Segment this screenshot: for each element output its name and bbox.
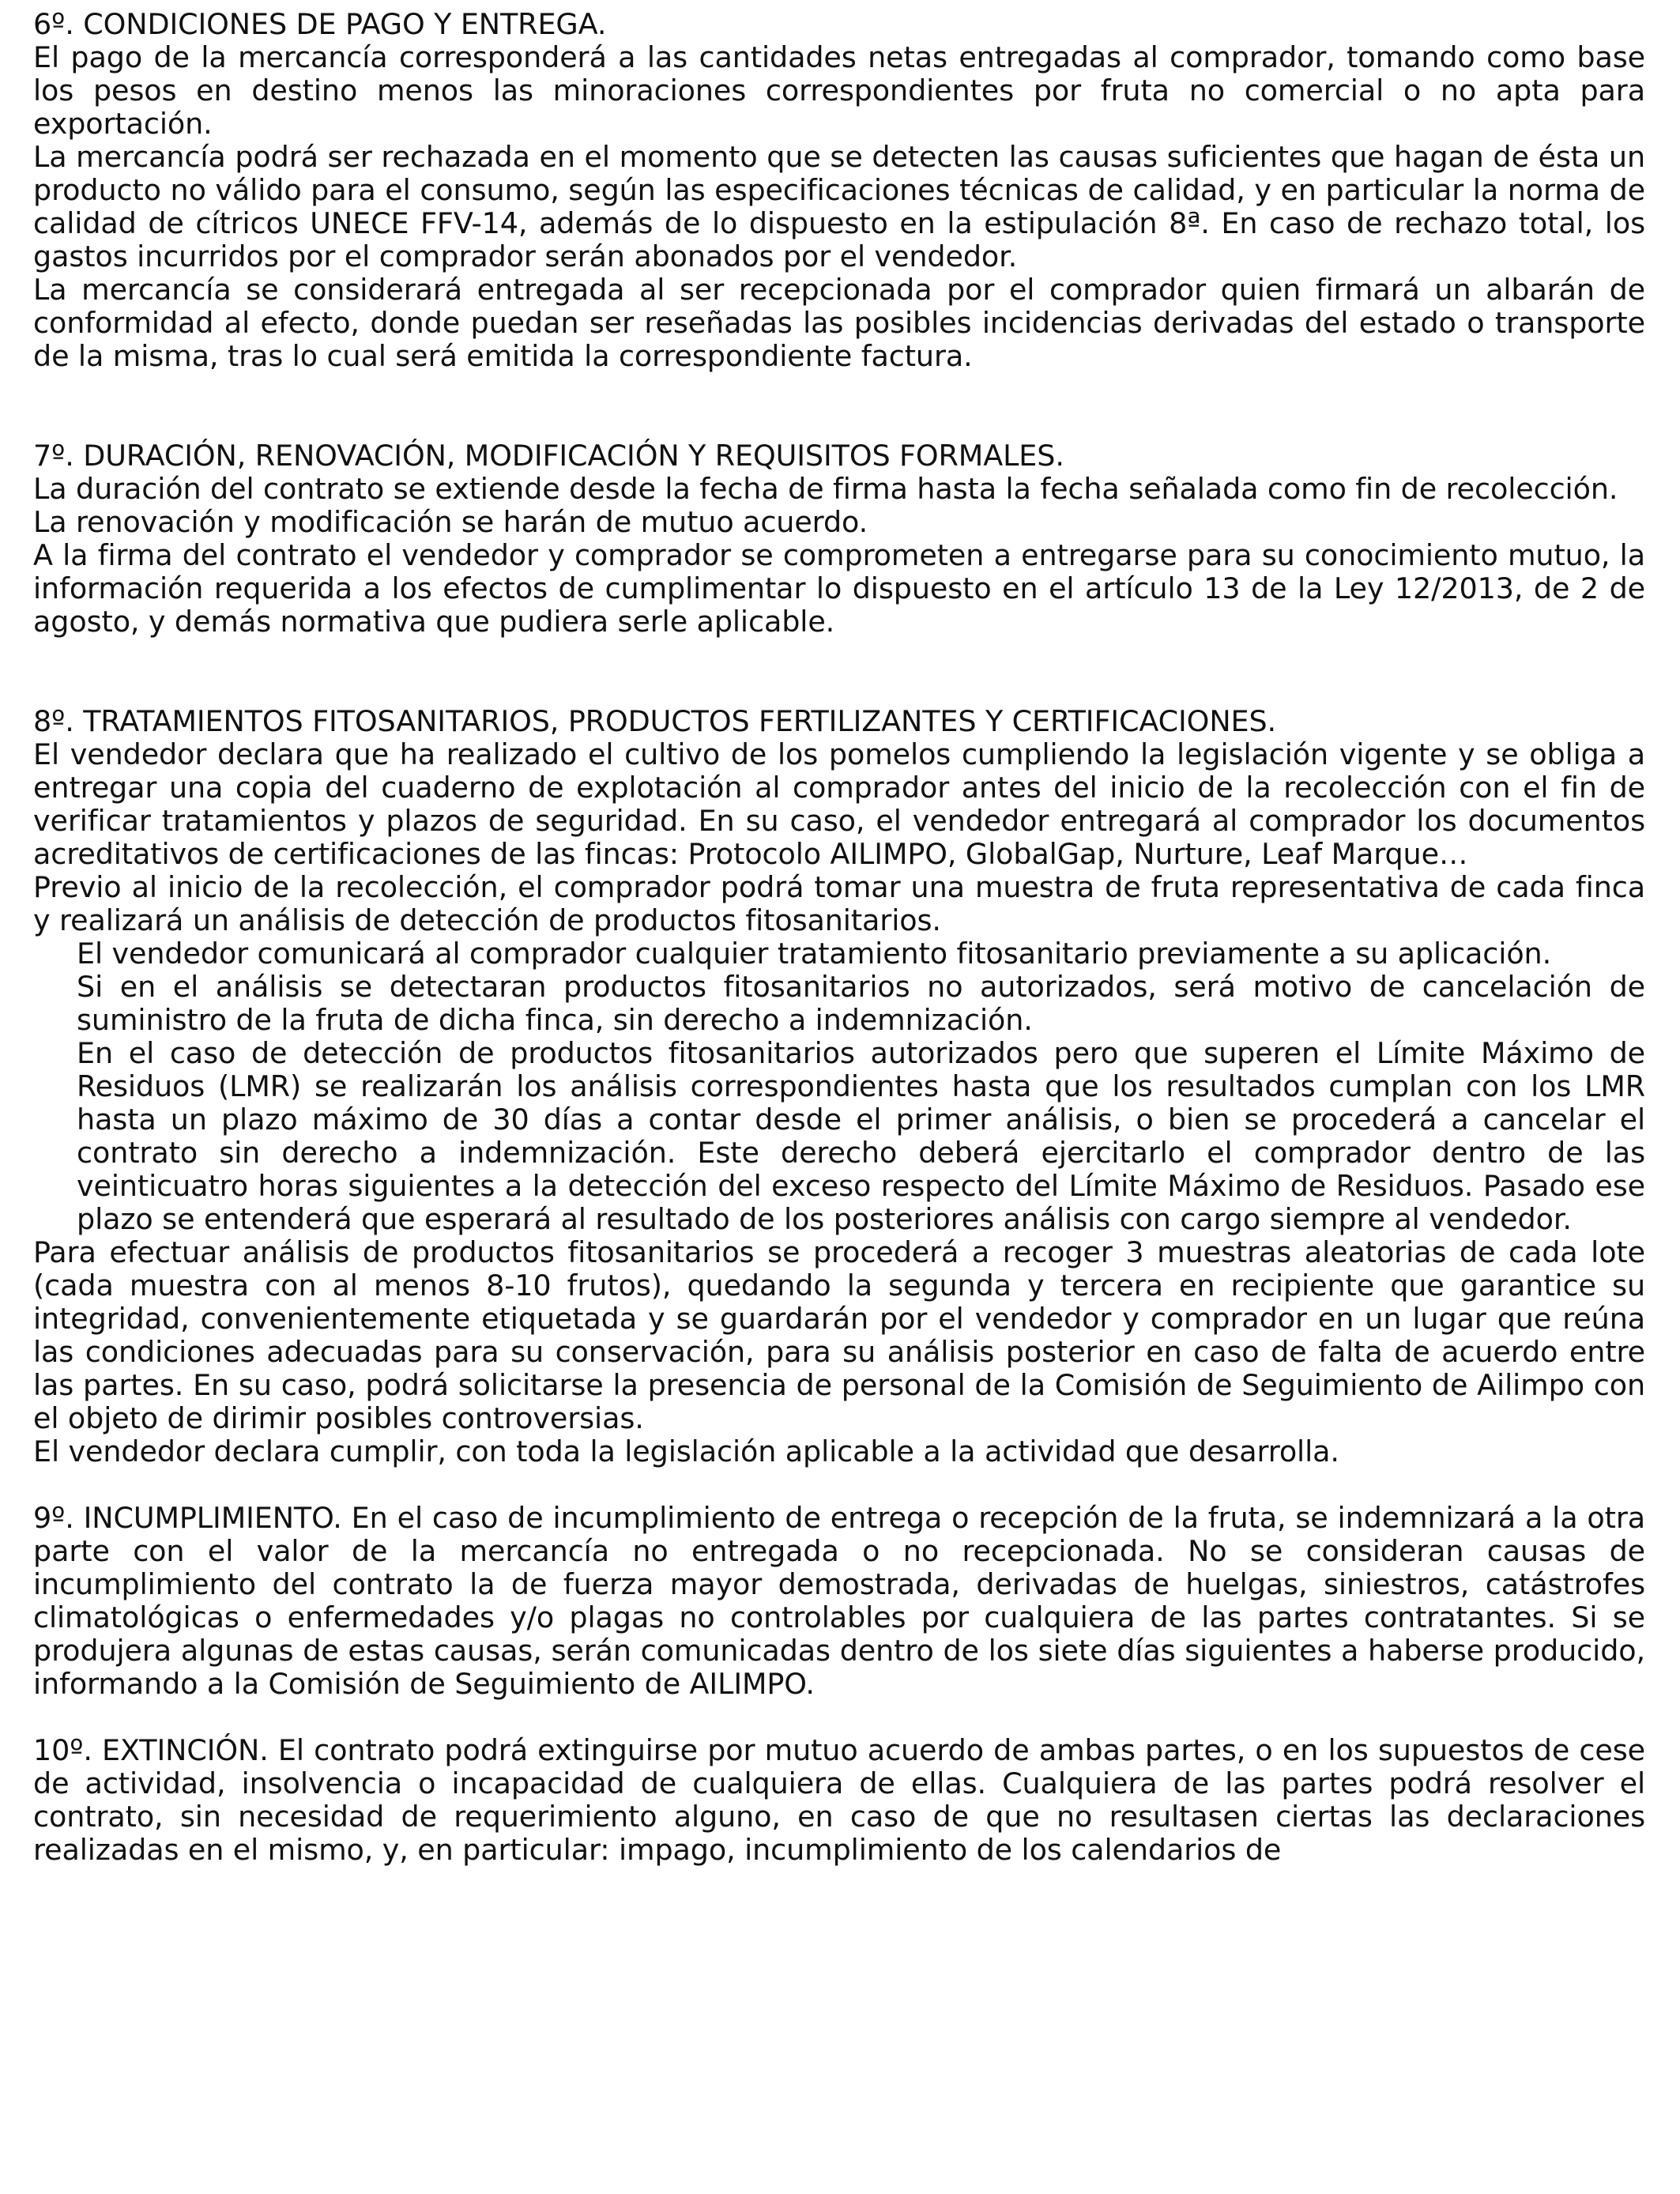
section-6-paragraph-3: La mercancía se considerará entregada al ser recepcionada por el comprador quien firmará un albarán de conformidad al efecto, donde puedan ser reseñadas las posibles incidencias derivadas del estado o transporte de la misma, tras lo cual será emitida la correspondiente factura. <box>33 273 1645 373</box>
section-8-paragraph-3: Para efectuar análisis de productos fitosanitarios se procederá a recoger 3 muestras aleatorias de cada lote (cada muestra con al menos 8-10 frutos), quedando la segunda y tercera en recipiente que garantice su integridad, convenientemente etiquetada y se guardarán por el vendedor y comprador en un lugar que reúna las condiciones adecuadas para su conservación, para su análisis posterior en caso de falta de acuerdo entre las partes. En su caso, podrá solicitarse la presencia de personal de la Comisión de Seguimiento de Ailimpo con el objeto de dirimir posibles controversias. <box>33 1235 1645 1435</box>
section-8-list-item: En el caso de detección de productos fitosanitarios autorizados pero que superen el Límite Máximo de Residuos (LMR) se realizarán los análisis correspondientes hasta que los resultados cumplan con los LMR hasta un plazo máximo de 30 días a contar desde el primer análisis, o bien se procederá a cancelar el contrato sin derecho a indemnización. Este derecho deberá ejercitarlo el comprador dentro de las veinticuatro horas siguientes a la detección del exceso respecto del Límite Máximo de Residuos. Pasado ese plazo se entenderá que esperará al resultado de los posteriores análisis con cargo siempre al vendedor. <box>77 1036 1645 1236</box>
section-8-list-item: Si en el análisis se detectaran productos fitosanitarios no autorizados, será motivo de cancelación de suministro de la fruta de dicha finca, sin derecho a indemnización. <box>77 970 1645 1037</box>
section-8-paragraph-4: El vendedor declara cumplir, con toda la legislación aplicable a la actividad que desarrolla. <box>33 1434 1339 1468</box>
section-9 <box>33 1502 1645 1701</box>
section-7-paragraph-2: La renovación y modificación se harán de mutuo acuerdo. <box>33 505 868 539</box>
section-8-paragraph-1: El vendedor declara que ha realizado el cultivo de los pomelos cumpliendo la legislación vigente y se obliga a entregar una copia del cuaderno de explotación al comprador antes del inicio de la recolección con el fin de verificar tratamientos y plazos de seguridad. En su caso, el vendedor entregará al comprador los documentos acreditativos de certificaciones de las fincas: Protocolo AILIMPO, GlobalGap, Nurture, Leaf Marque… <box>33 737 1645 871</box>
section-6-heading: 6º. CONDICIONES DE PAGO Y ENTREGA. <box>33 7 607 41</box>
section-7-heading: 7º. DURACIÓN, RENOVACIÓN, MODIFICACIÓN Y REQUISITOS FORMALES. <box>33 439 1064 473</box>
section-8-paragraph-2: Previo al inicio de la recolección, el comprador podrá tomar una muestra de fruta representativa de cada finca y realizará un análisis de detección de productos fitosanitarios. <box>33 870 1645 937</box>
section-7-paragraph-3: A la firma del contrato el vendedor y comprador se comprometen a entregarse para su conocimiento mutuo, la información requerida a los efectos de cumplimentar lo dispuesto en el artículo 13 de la Ley 12/2013, de 2 de agosto, y demás normativa que pudiera serle aplicable. <box>33 538 1645 639</box>
section-10 <box>33 1734 1645 1867</box>
section-8-list-item: El vendedor comunicará al comprador cualquier tratamiento fitosanitario previamente a su aplicación. <box>77 937 1552 971</box>
section-7-paragraph-1: La duración del contrato se extiende desde la fecha de firma hasta la fecha señalada como fin de recolección. <box>33 472 1618 506</box>
section-6-paragraph-2: La mercancía podrá ser rechazada en el momento que se detecten las causas suficientes que hagan de ésta un producto no válido para el consumo, según las especificaciones técnicas de calidad, y en particular la norma de calidad de cítricos UNECE FFV-14, además de lo dispuesto en la estipulación 8ª. En caso de rechazo total, los gastos incurridos por el comprador serán abonados por el vendedor. <box>33 140 1645 273</box>
contract-page <box>33 8 1645 1867</box>
section-8-list <box>33 937 1645 1236</box>
section-6-paragraph-1: El pago de la mercancía corresponderá a las cantidades netas entregadas al comprador, tomando como base los pesos en destino menos las minoraciones correspondientes por fruta no comercial o no apta para exportación. <box>33 40 1645 141</box>
section-7 <box>33 439 1645 639</box>
section-10-paragraph: 10º. EXTINCIÓN. El contrato podrá extinguirse por mutuo acuerdo de ambas partes, o en los supuestos de cese de actividad, insolvencia o incapacidad de cualquiera de ellas. Cualquiera de las partes podrá resolver el contrato, sin necesidad de requerimiento alguno, en caso de que no resultasen ciertas las declaraciones realizadas en el mismo, y, en particular: impago, incumplimiento de los calendarios de <box>33 1733 1645 1867</box>
section-9-paragraph: 9º. INCUMPLIMIENTO. En el caso de incumplimiento de entrega o recepción de la fruta, se indemnizará a la otra parte con el valor de la mercancía no entregada o no recepcionada. No se consideran causas de incumplimiento del contrato la de fuerza mayor demostrada, derivadas de huelgas, siniestros, catástrofes climatológicas o enfermedades y/o plagas no controlables por cualquiera de las partes contratantes. Si se produjera algunas de estas causas, serán comunicadas dentro de los siete días siguientes a haberse producido, informando a la Comisión de Seguimiento de AILIMPO. <box>33 1501 1645 1701</box>
section-8 <box>33 705 1645 1468</box>
section-8-heading: 8º. TRATAMIENTOS FITOSANITARIOS, PRODUCTOS FERTILIZANTES Y CERTIFICACIONES. <box>33 704 1277 738</box>
section-6 <box>33 8 1645 373</box>
